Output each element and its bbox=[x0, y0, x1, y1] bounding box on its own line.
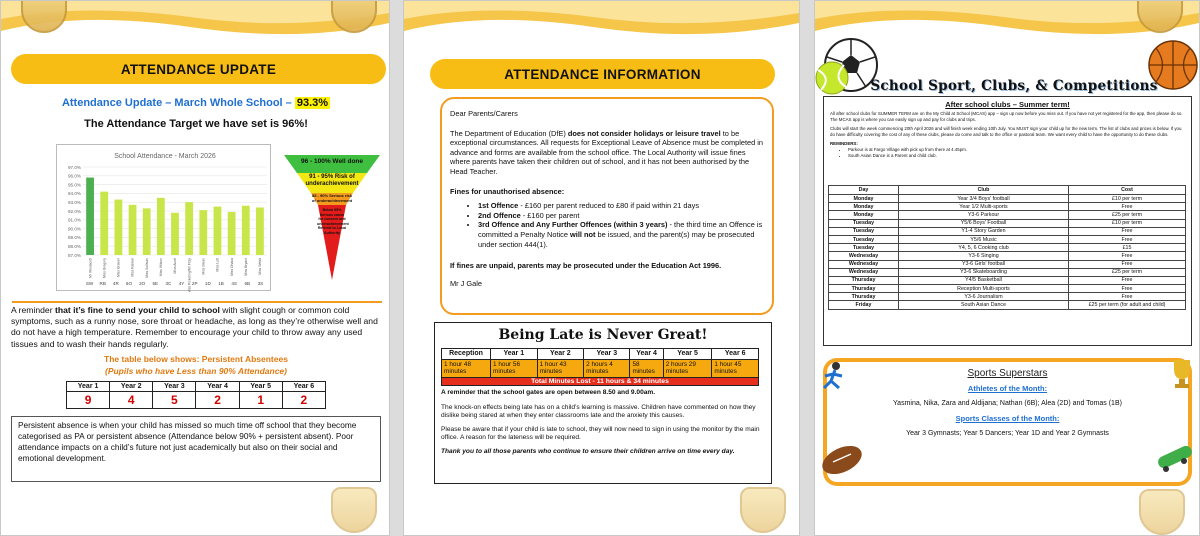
club-row bbox=[829, 235, 1186, 243]
x-tick-label: 3C bbox=[165, 281, 172, 286]
club-name: Y3-6 Skateboarding bbox=[899, 268, 1069, 276]
total-minutes-lost: Total Minutes Lost - 11 hours & 34 minutes bbox=[442, 377, 759, 386]
y-tick-label: 94.0% bbox=[67, 191, 81, 197]
chart-bar bbox=[129, 205, 137, 255]
bar-class-label: Miss Sullivan bbox=[144, 258, 149, 278]
club-day: Wednesday bbox=[829, 260, 899, 268]
y-tick-label: 92.0% bbox=[67, 208, 81, 214]
club-day: Thursday bbox=[829, 293, 899, 301]
clubs-column-header: Day bbox=[829, 186, 899, 195]
pa-year-header: Year 2 bbox=[110, 382, 153, 392]
bar-class-label: Miss Lott bbox=[215, 258, 220, 272]
pa-year-count: 2 bbox=[282, 392, 325, 409]
sign-in-paragraph: Please be aware that if your child is late to school, they will now need to sign in using the monitor by the main office. A reason for the lateness will be required. bbox=[441, 425, 760, 442]
fines-heading: Fines for unauthorised absence: bbox=[450, 186, 565, 196]
sports-superstars-panel bbox=[827, 362, 1188, 482]
club-row bbox=[829, 252, 1186, 260]
x-tick-label: RB bbox=[99, 281, 106, 286]
fine-item: • 1st Offence - £160 per parent reduced to £80 if paid within 21 days bbox=[478, 201, 764, 211]
club-row bbox=[829, 276, 1186, 284]
chart-bar bbox=[242, 206, 250, 255]
chart-bar bbox=[143, 208, 151, 255]
clubs-column-header: Cost bbox=[1069, 186, 1186, 195]
persistent-absence-explanation: Persistent absence is when your child has missed so much time off school that they become categorised as PA or persistent absence (Attendance below 90% + persistent absent). Poor attendance impacts on a child’s future not just academically but also on their social and emotional development. bbox=[11, 416, 381, 482]
clubs-table bbox=[828, 185, 1186, 310]
attendance-chart-svg bbox=[57, 145, 272, 292]
x-tick-label: 4Y bbox=[178, 281, 185, 286]
x-tick-label: 4R bbox=[112, 281, 119, 286]
pa-year-header: Year 6 bbox=[282, 382, 325, 392]
chart-bar bbox=[228, 212, 236, 255]
club-day: Thursday bbox=[829, 285, 899, 293]
club-day: Tuesday bbox=[829, 227, 899, 235]
late-year-header: Year 4 bbox=[630, 349, 663, 360]
club-name: Y3-6 Girls' football bbox=[899, 260, 1069, 268]
chart-bar bbox=[214, 207, 222, 255]
bar-class-label: Miss Pickering/Mr Fitzy bbox=[187, 258, 192, 292]
y-tick-label: 93.0% bbox=[67, 200, 81, 205]
club-cost: Free bbox=[1069, 276, 1186, 284]
fine-item: • 2nd Offence - £160 per parent bbox=[478, 211, 764, 221]
pa-year-count: 2 bbox=[196, 392, 239, 409]
late-year-header: Reception bbox=[442, 349, 491, 360]
y-tick-label: 97.0% bbox=[67, 164, 81, 170]
chart-bar bbox=[256, 207, 264, 255]
clubs-column-header: Club bbox=[899, 186, 1069, 195]
club-cost: Free bbox=[1069, 285, 1186, 293]
club-row bbox=[829, 227, 1186, 235]
prosecution-note: If fines are unpaid, parents may be prosecuted under the Education Act 1996. bbox=[450, 261, 722, 271]
classes-heading: Sports Classes of the Month: bbox=[955, 414, 1060, 423]
sports-superstars-frame bbox=[823, 358, 1192, 486]
y-tick-label: 87.0% bbox=[67, 252, 81, 258]
bar-class-label: Miss Acott bbox=[173, 258, 178, 274]
club-row bbox=[829, 301, 1186, 309]
runner-icon bbox=[819, 361, 847, 391]
page-title: ATTENDANCE INFORMATION bbox=[430, 59, 775, 89]
club-day: Tuesday bbox=[829, 244, 899, 252]
x-tick-label: 1D bbox=[204, 281, 211, 286]
club-day: Thursday bbox=[829, 276, 899, 284]
reminder-text: A reminder that it’s fine to send your child to school with slight cough or common cold symptoms, such as a runny nose, sore throat or headache, as long as they’re otherwise well and do not have a high temperature. Remember to encourage your child to throw away any used tissues and to wash their hands regularly. bbox=[11, 305, 378, 349]
legend-below-85: Below 85% Serious cause for concern and underachievement Referral to Local Authority bbox=[317, 208, 349, 235]
club-name: Y3-6 Parkour bbox=[899, 211, 1069, 219]
club-name: Y5/6 Music bbox=[899, 235, 1069, 243]
persistent-absentees-table bbox=[66, 381, 326, 409]
attendance-update-line: Attendance Update – March Whole School – 93.3% bbox=[61, 97, 329, 109]
club-row bbox=[829, 260, 1186, 268]
superstars-title: Sports Superstars bbox=[967, 368, 1048, 379]
salutation: Dear Parents/Carers bbox=[450, 109, 518, 118]
chart-title: School Attendance - March 2026 bbox=[114, 153, 216, 160]
clubs-panel bbox=[823, 96, 1192, 346]
club-cost: £10 per term bbox=[1069, 195, 1186, 203]
club-name: Y1-4 Story Garden bbox=[899, 227, 1069, 235]
clubs-heading: After school clubs – Summer term! bbox=[945, 100, 1070, 109]
reminders-label: REMINDERS: bbox=[830, 141, 858, 147]
x-tick-label: 4S bbox=[231, 281, 237, 286]
bar-class-label: Miss Wilson bbox=[159, 258, 164, 277]
athletes-heading: Athletes of the Month: bbox=[967, 384, 1048, 393]
late-year-header: Year 5 bbox=[663, 349, 712, 360]
school-crest-logo bbox=[1139, 489, 1185, 535]
bar-class-label: Miss Webb bbox=[258, 258, 263, 275]
club-name: South Asian Dance bbox=[899, 301, 1069, 309]
reminder-item: • South Asian Dance is a Parent and child club. bbox=[848, 153, 1185, 159]
sports-clubs-page bbox=[814, 0, 1200, 536]
club-name: Y4/5 Basketball bbox=[899, 276, 1069, 284]
being-late-box bbox=[434, 322, 772, 484]
fines-list bbox=[478, 201, 764, 249]
club-row bbox=[829, 195, 1186, 203]
late-minutes-cell: 58 minutes bbox=[630, 359, 663, 377]
pa-year-header: Year 5 bbox=[239, 382, 282, 392]
x-tick-label: 5E bbox=[152, 281, 159, 286]
school-crest-logo bbox=[331, 487, 377, 533]
late-minutes-cell: 1 hour 43 minutes bbox=[537, 359, 584, 377]
club-name: Y5/6 Boys' Football bbox=[899, 219, 1069, 227]
y-tick-label: 91.0% bbox=[67, 217, 81, 223]
bar-class-label: Miss Gravier bbox=[116, 258, 121, 278]
club-cost: £25 per term (for adult and child) bbox=[1069, 301, 1186, 309]
pa-year-header: Year 4 bbox=[196, 382, 239, 392]
x-tick-label: 3S bbox=[257, 281, 264, 286]
attendance-chart bbox=[56, 144, 271, 291]
pa-year-count: 4 bbox=[110, 392, 153, 409]
club-day: Wednesday bbox=[829, 268, 899, 276]
club-cost: Free bbox=[1069, 252, 1186, 260]
club-name: Year 1/2 Multi-sports bbox=[899, 203, 1069, 211]
late-year-header: Year 6 bbox=[712, 349, 759, 360]
club-cost: Free bbox=[1069, 203, 1186, 211]
clubs-intro-2: Clubs will start the week commencing 20th April 2026 and will finish week ending 10th July. You MUST sign your child up for the new term. The list of clubs and prices is below. If you do have difficulty covering the cost of any of these clubs, please do come and talk to the office or pastoral team. We want every child to have the opportunity to do these clubs. bbox=[830, 126, 1182, 137]
club-row bbox=[829, 211, 1186, 219]
chart-bar bbox=[86, 178, 94, 255]
club-cost: £25 per term bbox=[1069, 268, 1186, 276]
club-day: Monday bbox=[829, 203, 899, 211]
y-tick-label: 95.0% bbox=[67, 182, 81, 188]
classes-names: Year 3 Gymnasts; Year 5 Dancers; Year 1D and Year 2 Gymnasts bbox=[906, 430, 1109, 437]
header-wave-decoration bbox=[404, 1, 799, 41]
late-year-header: Year 1 bbox=[491, 349, 538, 360]
legend-risk: 91 - 95% Risk of underachievement bbox=[305, 174, 359, 187]
being-late-title: Being Late is Never Great! bbox=[498, 327, 708, 343]
lateness-table bbox=[441, 348, 759, 386]
club-day: Monday bbox=[829, 211, 899, 219]
chart-bar bbox=[185, 202, 193, 255]
reminder-item: • Parkour is at Fargo Village with pick up from there at 4.45pm. bbox=[848, 147, 1185, 153]
x-tick-label: 6B bbox=[244, 281, 251, 286]
rugby-ball-icon bbox=[819, 443, 865, 477]
club-name: Y4, 5, 6 Cooking club bbox=[899, 244, 1069, 252]
club-row bbox=[829, 244, 1186, 252]
club-day: Wednesday bbox=[829, 252, 899, 260]
pa-year-count: 1 bbox=[239, 392, 282, 409]
attendance-information-page bbox=[403, 0, 800, 536]
y-tick-label: 96.0% bbox=[67, 173, 81, 179]
page-title: ATTENDANCE UPDATE bbox=[11, 54, 386, 84]
clubs-intro-1: All after school clubs for SUMMER TERM are on the My Child at School (MCAS) app – sign up now before you miss out. If you have not yet registered for the app, then please do so. The MCAS app is where you can easily sign up and pay for clubs and trips. bbox=[830, 111, 1183, 122]
attendance-target-line: The Attendance Target we have set is 96%! bbox=[84, 118, 308, 130]
chart-bar bbox=[100, 192, 108, 255]
late-minutes-cell: 2 hours 4 minutes bbox=[584, 359, 630, 377]
x-tick-label: 1B bbox=[218, 281, 224, 286]
trophy-icon bbox=[1167, 357, 1197, 391]
late-year-header: Year 2 bbox=[537, 349, 584, 360]
x-tick-label: 6O bbox=[125, 281, 133, 286]
divider bbox=[12, 301, 382, 303]
x-tick-label: 2O bbox=[139, 281, 146, 286]
club-cost: Free bbox=[1069, 227, 1186, 235]
club-day: Monday bbox=[829, 195, 899, 203]
pa-year-count: 9 bbox=[67, 392, 110, 409]
club-name: Y3-6 Journalism bbox=[899, 293, 1069, 301]
athletes-names: Yasmina, Nika, Zara and Aldijana; Nathan (6B); Alea (2D) and Tomas (1B) bbox=[893, 400, 1122, 407]
club-name: Y3-6 Singing bbox=[899, 252, 1069, 260]
late-minutes-cell: 1 hour 48 minutes bbox=[442, 359, 491, 377]
bar-class-label: Miss Gregory bbox=[102, 258, 107, 279]
late-minutes-cell: 2 hours 29 minutes bbox=[663, 359, 712, 377]
reminders-list bbox=[848, 147, 1185, 158]
attendance-update-page bbox=[0, 0, 390, 536]
school-crest-logo bbox=[740, 487, 786, 533]
club-row bbox=[829, 219, 1186, 227]
chart-bar bbox=[157, 198, 165, 255]
tennis-ball-icon bbox=[814, 59, 851, 97]
persistent-absentees-title: The table below shows: Persistent Absentees (Pupils who have Less than 90% Attendance) bbox=[104, 354, 288, 376]
club-day: Friday bbox=[829, 301, 899, 309]
x-tick-label: 2P bbox=[191, 281, 198, 286]
pa-year-count: 5 bbox=[153, 392, 196, 409]
club-name: Reception Multi-sports bbox=[899, 285, 1069, 293]
pa-year-header: Year 1 bbox=[67, 382, 110, 392]
club-row bbox=[829, 285, 1186, 293]
club-row bbox=[829, 293, 1186, 301]
pa-year-header: Year 3 bbox=[153, 382, 196, 392]
holiday-policy-paragraph: The Department of Education (DfE) does not consider holidays or leisure travel to be exceptional circumstances. All requests for Exceptional Leave of Absence must be completed in advance and forms are available from the school office. The Local Authority will issue fines where parents have taken their children out of school, and it has not been authorised by the Head Teacher. bbox=[450, 128, 764, 176]
club-cost: £15 bbox=[1069, 244, 1186, 252]
chart-bar bbox=[114, 200, 122, 255]
bar-class-label: Miss Kalmar bbox=[130, 258, 135, 277]
fine-item: • 3rd Offence and Any Further Offences (within 3 years) - the third time an Offence is committed a Penalty Notice will not be issued, and the parent(s) may be prosecuted under section 444(1). bbox=[478, 220, 764, 249]
legend-serious-risk: 85 - 90% Serious risk of underachievement bbox=[311, 193, 353, 203]
y-tick-label: 88.0% bbox=[67, 244, 81, 249]
bar-class-label: Mr Woolacott bbox=[88, 258, 93, 278]
signoff: Mr J Gale bbox=[450, 278, 483, 288]
club-day: Tuesday bbox=[829, 235, 899, 243]
club-name: Year 3/4 Boys' football bbox=[899, 195, 1069, 203]
late-minutes-cell: 1 hour 45 minutes bbox=[712, 359, 759, 377]
fines-letter bbox=[440, 97, 774, 315]
bar-class-label: Miss Ohaka bbox=[229, 258, 234, 276]
club-day: Tuesday bbox=[829, 219, 899, 227]
skateboard-icon bbox=[1153, 441, 1197, 477]
chart-bar bbox=[171, 213, 179, 255]
club-row bbox=[829, 268, 1186, 276]
bar-class-label: Miss Sloan bbox=[201, 258, 206, 275]
knock-on-paragraph: The knock-on effects being late has on a child’s learning is massive. Children have commented on how they dislike being stared at when they enter classrooms late and the anxiety this causes. bbox=[441, 403, 756, 420]
whole-school-attendance-value: 93.3% bbox=[296, 97, 329, 109]
late-minutes-cell: 1 hour 56 minutes bbox=[491, 359, 538, 377]
page-title: School Sport, Clubs, & Competitions bbox=[870, 78, 1158, 94]
club-cost: £25 per term bbox=[1069, 211, 1186, 219]
club-row bbox=[829, 203, 1186, 211]
legend-well-done: 96 - 100% Well done bbox=[300, 158, 363, 165]
x-tick-label: SW bbox=[85, 281, 94, 286]
y-tick-label: 89.0% bbox=[67, 235, 81, 241]
thanks-line: Thank you to all those parents who continue to ensure their children arrive on time every day. bbox=[441, 447, 735, 455]
late-year-header: Year 3 bbox=[584, 349, 630, 360]
club-cost: Free bbox=[1069, 293, 1186, 301]
club-cost: £10 per term bbox=[1069, 219, 1186, 227]
bar-class-label: Miss Bryant bbox=[243, 258, 248, 276]
club-cost: Free bbox=[1069, 260, 1186, 268]
chart-bar bbox=[199, 210, 207, 255]
club-cost: Free bbox=[1069, 235, 1186, 243]
gates-reminder: A reminder that the school gates are open between 8.50 and 9.00am. bbox=[441, 389, 656, 396]
y-tick-label: 90.0% bbox=[67, 226, 81, 232]
